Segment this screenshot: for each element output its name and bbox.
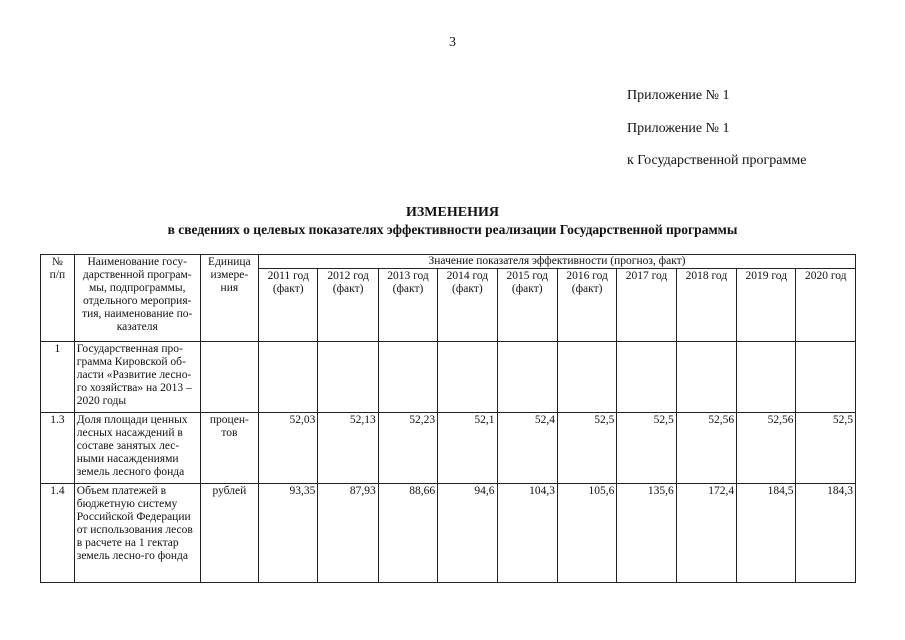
- row-value: 105,6: [557, 484, 616, 583]
- year-label: 2013 год: [387, 270, 429, 282]
- year-note: (факт): [452, 283, 483, 295]
- row-value: 52,13: [318, 413, 378, 484]
- year-note: (факт): [332, 283, 364, 295]
- header-name-cell: Наименование госу-дарственной програм-мы, подпрограммы, отдельного мероприя-тия, наименование по-казателя: [74, 255, 200, 342]
- row-name: Объем платежей в бюджетную систему Российской Федерации от использования лесов в расчете на 1 гектар земель лесно-го фонда: [74, 484, 200, 583]
- row-num: 1: [41, 342, 75, 413]
- year-label: 2012 год: [327, 270, 369, 282]
- row-value: 52,5: [617, 413, 676, 484]
- year-label: 2018 год: [685, 270, 728, 282]
- row-value: [676, 342, 736, 413]
- table-row-1-3: [41, 413, 856, 484]
- header-year-2018: [676, 269, 736, 342]
- row-num: 1.3: [41, 413, 75, 484]
- year-note: (факт): [571, 283, 603, 295]
- row-value: 172,4: [676, 484, 736, 583]
- row-value: [737, 342, 796, 413]
- document-subtitle: в сведениях о целевых показателях эффективности реализации Государственной программы: [167, 222, 738, 237]
- document-title: ИЗМЕНЕНИЯ: [406, 205, 499, 220]
- appendix-line-2: Приложение № 1: [627, 121, 730, 136]
- row-unit: [200, 342, 258, 413]
- header-year-2019: [737, 269, 796, 342]
- row-value: 52,5: [557, 413, 616, 484]
- year-label: 2016 год: [566, 270, 608, 282]
- page-number: 3: [449, 35, 456, 50]
- table-row-program: [41, 342, 856, 413]
- row-value: 52,1: [438, 413, 497, 484]
- row-unit: рублей: [200, 484, 258, 583]
- header-unit-cell: Единица измере-ния: [200, 255, 258, 342]
- row-value: 52,03: [259, 413, 318, 484]
- header-num-cell: [41, 255, 75, 342]
- header-year-2012: [318, 269, 378, 342]
- row-value: 94,6: [438, 484, 497, 583]
- year-label: 2017 год: [625, 270, 668, 282]
- header-year-2017: [617, 269, 676, 342]
- row-unit: процен-тов: [200, 413, 258, 484]
- row-name: Государственная про-грамма Кировской об-ласти «Развитие лесно-го хозяйства» на 2013 – 2020 годы: [74, 342, 200, 413]
- row-value: 87,93: [318, 484, 378, 583]
- year-label: 2015 год: [506, 270, 549, 282]
- row-value: [318, 342, 378, 413]
- year-label: 2019 год: [745, 270, 788, 282]
- year-note: (факт): [511, 283, 543, 295]
- appendix-line-1: Приложение № 1: [627, 88, 730, 103]
- header-year-2016: [557, 269, 616, 342]
- row-value: [617, 342, 676, 413]
- year-label: 2014 год: [446, 270, 489, 282]
- table-row-1-4: [41, 484, 856, 583]
- row-value: 52,5: [796, 413, 856, 484]
- row-value: 104,3: [497, 484, 557, 583]
- year-note: (факт): [392, 283, 424, 295]
- header-row-1: [41, 255, 856, 269]
- row-value: 88,66: [378, 484, 437, 583]
- header-values-group: Значение показателя эффективности (прогноз, факт): [259, 255, 856, 269]
- row-value: 135,6: [617, 484, 676, 583]
- row-value: [378, 342, 437, 413]
- header-year-2020: [796, 269, 856, 342]
- row-value: 184,3: [796, 484, 856, 583]
- header-num-line1: №: [51, 256, 63, 268]
- row-value: 52,56: [737, 413, 796, 484]
- row-value: [557, 342, 616, 413]
- header-year-2015: [497, 269, 557, 342]
- year-label: 2020 год: [804, 270, 847, 282]
- row-value: 184,5: [737, 484, 796, 583]
- year-note: (факт): [272, 283, 304, 295]
- row-value: [259, 342, 318, 413]
- row-value: [438, 342, 497, 413]
- row-value: [497, 342, 557, 413]
- indicators-table: [40, 254, 856, 583]
- header-year-2013: [378, 269, 437, 342]
- row-value: 52,56: [676, 413, 736, 484]
- row-value: 52,23: [378, 413, 437, 484]
- appendix-line-3: к Государственной программе: [627, 153, 807, 168]
- row-num: 1.4: [41, 484, 75, 583]
- header-year-2014: [438, 269, 497, 342]
- header-num-line2: п/п: [49, 269, 66, 281]
- row-name: Доля площади ценных лесных насаждений в составе занятых лес-ными насаждениями земель лесного фонда: [74, 413, 200, 484]
- row-value: 93,35: [259, 484, 318, 583]
- year-label: 2011 год: [267, 270, 309, 282]
- header-year-2011: [259, 269, 318, 342]
- row-value: [796, 342, 856, 413]
- row-value: 52,4: [497, 413, 557, 484]
